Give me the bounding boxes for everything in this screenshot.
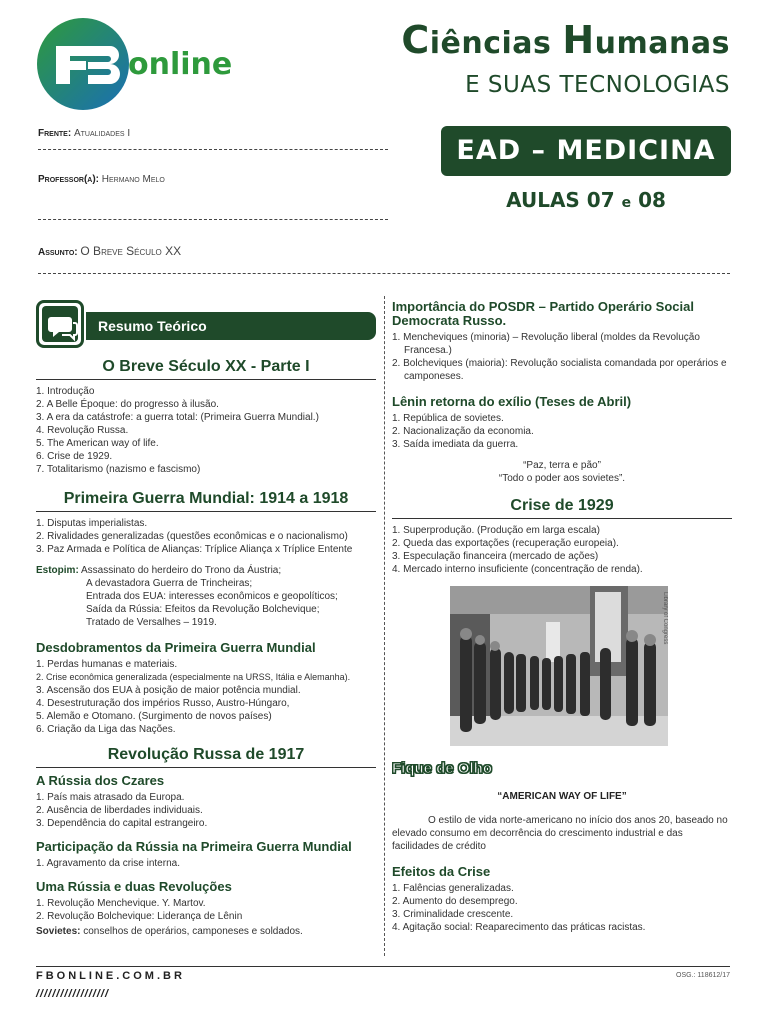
list-item: 3. Criminalidade crescente.	[392, 909, 514, 920]
ead-medicina-badge: EAD – MEDICINA	[441, 126, 731, 176]
list-item: 2. A Belle Époque: do progresso à ilusão.	[36, 399, 219, 410]
list-item: 1. Agravamento da crise interna.	[36, 858, 180, 869]
estopim-line: Tratado de Versalhes – 1919.	[86, 617, 217, 628]
list-item: 4. Mercado interno insuficiente (concentração de renda).	[392, 564, 643, 575]
footer-site: FBONLINE.COM.BR	[36, 970, 185, 982]
teses-list	[392, 412, 732, 451]
list-item: 1. Superprodução. (Produção em larga escala)	[392, 525, 600, 536]
list-item: 4. Revolução Russa.	[36, 425, 129, 436]
quote-block	[392, 459, 732, 485]
professor-row	[38, 174, 388, 220]
section-title: A Rússia dos Czares	[36, 773, 165, 788]
list-item: 3. Dependência do capital estrangeiro.	[36, 818, 208, 829]
sovietes-label: Sovietes:	[36, 926, 81, 937]
list-item: 3. Especulação financeira (mercado de ações)	[392, 551, 599, 562]
list-item: 2. Revolução Bolchevique: Liderança de Lênin	[36, 911, 243, 922]
posdr-list	[392, 331, 732, 383]
estopim-line: Assassinato do herdeiro do Trono da Áustria;	[81, 565, 282, 576]
list-item: 2. Rivalidades generalizadas (questões econômicas e o nacionalismo)	[36, 531, 348, 542]
section-title: Desdobramentos da Primeira Guerra Mundial	[36, 640, 316, 655]
frente-row	[38, 128, 388, 150]
czares-list	[36, 791, 376, 830]
list-item: 3. Ascensão dos EUA à posição de maior potência mundial.	[36, 685, 301, 696]
list-item: 5. The American way of life.	[36, 438, 159, 449]
list-item: 1. Introdução	[36, 386, 95, 397]
resumo-teorico-label: Resumo Teórico	[86, 312, 376, 340]
footer-slashes: //////////////////	[36, 988, 110, 1000]
page-subtitle: E SUAS TECNOLOGIAS	[465, 72, 730, 98]
section-title: Participação da Rússia na Primeira Guerra Mundial	[36, 839, 352, 854]
list-item: 6. Crise de 1929.	[36, 451, 113, 462]
aulas-label: AULAS 07 e 08	[506, 188, 666, 212]
resumo-teorico-bar	[36, 298, 376, 350]
footer-divider	[36, 966, 730, 967]
assunto-value: O Breve Século XX	[80, 244, 182, 258]
list-item: 5. Alemão e Otomano. (Surgimento de novos países)	[36, 711, 272, 722]
left-column	[36, 298, 376, 938]
fique-de-olho-label: Fique de Olho	[392, 760, 492, 777]
list-item: 2. Aumento do desemprego.	[392, 896, 518, 907]
list-item: 1. Falências generalizadas.	[392, 883, 514, 894]
list-item: 1. País mais atrasado da Europa.	[36, 792, 185, 803]
summary-list	[36, 385, 376, 476]
american-way-body: O estilo de vida norte-americano no início dos anos 20, baseado no elevado consumo em decorrência do crescimento industrial e das facilidades de crédito	[392, 815, 728, 852]
estopim-line: A devastadora Guerra de Trincheiras;	[86, 578, 253, 589]
assunto-label: Assunto:	[38, 247, 78, 258]
logo-text: online	[128, 47, 233, 82]
list-item: 2. Crise econômica generalizada (especialmente na URSS, Itália e Alemanha).	[36, 672, 351, 682]
list-item: 3. Saída imediata da guerra.	[392, 439, 519, 450]
page-title: Ciências Humanas	[401, 18, 730, 62]
list-item: 1. Perdas humanas e materiais.	[36, 659, 178, 670]
fb-online-logo	[36, 16, 236, 112]
estopim-label: Estopim:	[36, 565, 79, 576]
list-item: 3. A era da catástrofe: a guerra total: (Primeira Guerra Mundial.)	[36, 412, 319, 423]
footer-osg: OSG.: 118612/17	[676, 972, 730, 979]
american-way-title: “AMERICAN WAY OF LIFE”	[497, 791, 627, 802]
frente-value: Atualidades I	[73, 128, 131, 139]
section-title: Crise de 1929	[392, 497, 732, 519]
participacao-list	[36, 857, 376, 870]
section-title: Lênin retorna do exílio (Teses de Abril)	[392, 394, 632, 409]
estopim-block	[36, 564, 376, 629]
frente-label: Frente:	[38, 128, 72, 139]
photo-credit: Library of Congress	[662, 592, 668, 645]
section-title: Importância do POSDR – Partido Operário Social Democrata Russo.	[392, 299, 694, 328]
list-item: 3. Paz Armada e Política de Alianças: Tríplice Aliança x Tríplice Entente	[36, 544, 353, 555]
revolucoes-list	[36, 897, 376, 923]
list-item: 4. Agitação social: Reaparecimento das práticas racistas.	[392, 922, 646, 933]
section-title: Uma Rússia e duas Revoluções	[36, 879, 232, 894]
section-title: Revolução Russa de 1917	[36, 746, 376, 768]
list-item: 1. Disputas imperialistas.	[36, 518, 148, 529]
list-item: 1. Revolução Menchevique. Y. Martov.	[36, 898, 206, 909]
list-item: 2. Queda das exportações (recuperação europeia).	[392, 538, 619, 549]
crise-list	[392, 524, 732, 576]
quote-line: “Todo o poder aos sovietes”.	[498, 473, 626, 484]
section-title: Efeitos da Crise	[392, 864, 491, 879]
wwi-causes-list	[36, 517, 376, 556]
list-item: 1. Mencheviques (minoria) – Revolução liberal (moldes da Revolução Francesa.)	[392, 332, 700, 356]
section-title: O Breve Século XX - Parte I	[36, 358, 376, 380]
quote-line: “Paz, terra e pão”	[523, 460, 601, 471]
professor-value: Hermano Melo	[101, 174, 165, 185]
right-column	[392, 298, 732, 934]
list-item: 1. República de sovietes.	[392, 413, 504, 424]
estopim-line: Entrada dos EUA: interesses econômicos e geopolíticos;	[86, 591, 338, 602]
professor-label: Professor(a):	[38, 174, 99, 185]
chat-bubble-icon	[36, 300, 84, 348]
section-title: Primeira Guerra Mundial: 1914 a 1918	[36, 490, 376, 512]
list-item: 6. Criação da Liga das Nações.	[36, 724, 176, 735]
sovietes-line: Sovietes: conselhos de operários, camponeses e soldados.	[36, 926, 303, 937]
list-item: 2. Nacionalização da economia.	[392, 426, 534, 437]
list-item: 2. Bolcheviques (maioria): Revolução socialista comandada por operários e camponeses.	[392, 358, 727, 382]
list-item: 2. Ausência de liberdades individuais.	[36, 805, 203, 816]
efeitos-list	[392, 882, 732, 934]
list-item: 7. Totalitarismo (nazismo e fascismo)	[36, 464, 201, 475]
column-divider	[384, 296, 385, 956]
breadline-photo	[450, 586, 668, 746]
list-item: 4. Desestruturação dos impérios Russo, Austro-Húngaro,	[36, 698, 290, 709]
estopim-line: Saída da Rússia: Efeitos da Revolução Bolchevique;	[86, 604, 320, 615]
desdobramentos-list	[36, 658, 376, 736]
assunto-row	[38, 244, 730, 274]
